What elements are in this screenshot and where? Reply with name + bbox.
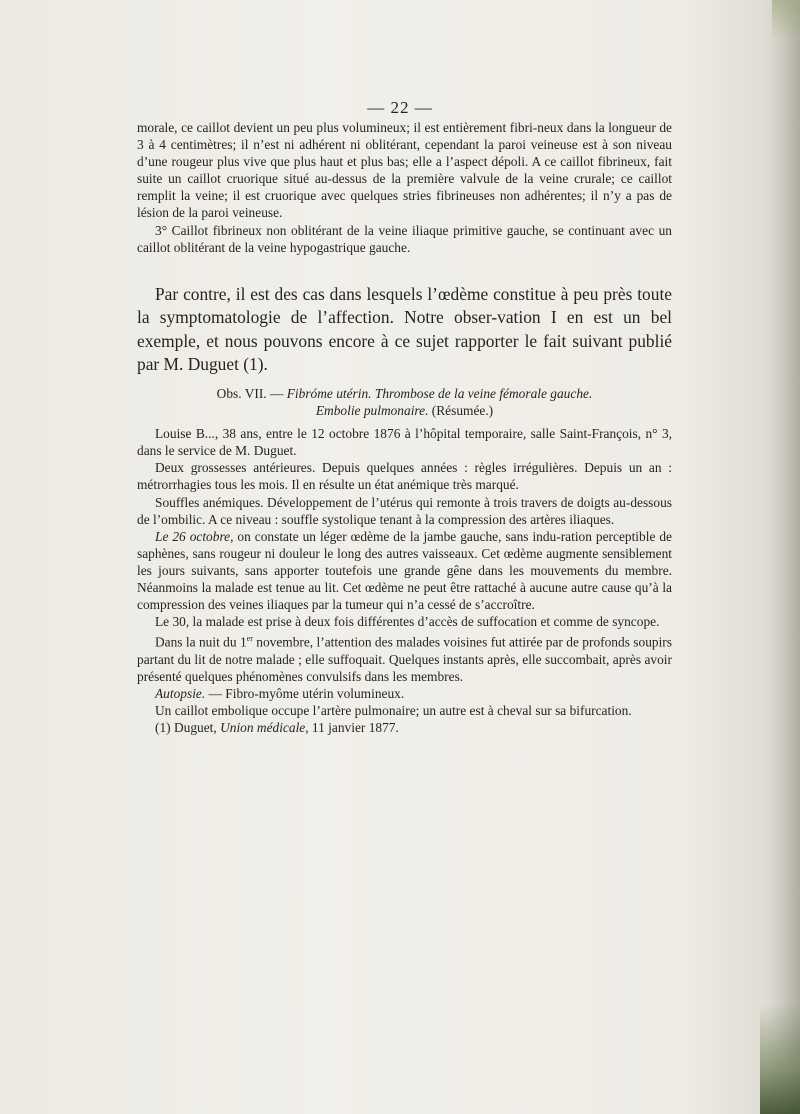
page-number: — 22 —	[367, 98, 433, 117]
october-26-text: , on constate un léger œdème de la jambe gauche, sans indu-ration perceptible de saphènes, sans rougeur ni douleur le long des autres vaisseaux. Cet œdème augmente sensiblement les jours suivants, sans apporter toutefois une grande gêne dans les mouvements du membre. Néanmoins la malade est tenue au lit. Cet œdème ne peut être rattaché à aucune autre cause qu’à la compression des veines iliaques par la tumeur qui n’a cessé de s’accroître.	[137, 528, 672, 613]
observation-summary-note: (Résumée.)	[428, 403, 494, 419]
footnote-date: , 11 janvier 1877.	[305, 720, 399, 736]
footnote-source: Union médicale	[220, 720, 306, 736]
opening-paragraph: morale, ce caillot devient un peu plus volumineux; il est entièrement fibri-neux dans la longueur de 3 à 4 centimètres; il n’est ni adhérent ni oblitérant, cependant la paroi veineuse est à son niveau d’une rougeur plus vive que plus haut et plus bas; elle a l’aspect dépoli. A ce caillot fibrineux, fait suite un caillot cruorique situé au-dessus de la première valvule de la veine crurale; ce caillot remplit la veine; il est cruorique avec quelques stries fibrineuses non adhérentes; il n’y a pas de lésion de la paroi veineuse.	[137, 120, 672, 221]
page-edge-shadow	[766, 0, 800, 1114]
october-26-date: Le 26 octobre	[155, 528, 231, 544]
autopsy-text: — Fibro-myôme utérin volumineux.	[205, 686, 405, 702]
case-paragraph: Deux grossesses antérieures. Depuis quelques années : règles irrégulières. Depuis un an : métrorrhagies tous les mois. Il en résulte un état anémique très marqué.	[137, 460, 672, 493]
october-30-paragraph: Le 30, la malade est prise à deux fois différentes d’accès de suffocation et comme de syncope.	[155, 614, 660, 630]
november-1-paragraph	[137, 630, 672, 685]
november-1-text-start: Dans la nuit du 1	[155, 634, 247, 650]
november-1-ordinal: er	[246, 634, 253, 644]
final-paragraph: Un caillot embolique occupe l’artère pulmonaire; un autre est à cheval sur sa bifurcation.	[155, 703, 632, 719]
observation-subtitle-italic: Embolie pulmonaire.	[315, 403, 429, 419]
observation-block	[137, 385, 672, 736]
autopsy-label: Autopsie.	[155, 686, 206, 702]
case-paragraph: Souffles anémiques. Développement de l’utérus qui remonte à trois travers de doigts au-dessous de l’ombilic. A ce niveau : souffle systolique tenant à la compression des artères iliaques.	[137, 494, 672, 527]
main-block	[137, 283, 672, 376]
page-stain-top	[772, 0, 800, 40]
item-3-paragraph: 3° Caillot fibrineux non oblitérant de la veine iliaque primitive gauche, se continuant avec un caillot oblitérant de la veine hypogastrique gauche.	[137, 222, 672, 255]
opening-block	[137, 119, 672, 256]
page-stain-corner	[760, 1004, 800, 1114]
footnote-text: (1) Duguet,	[155, 720, 221, 736]
case-paragraph: Louise B..., 38 ans, entre le 12 octobre 1876 à l’hôpital temporaire, salle Saint-François, n° 3, dans le service de M. Duguet.	[137, 426, 672, 459]
observation-subtitle	[137, 402, 672, 419]
observation-prefix: Obs. VII. —	[216, 386, 287, 401]
observation-title-italic: Fibróme utérin. Thrombose de la veine fémorale gauche.	[286, 386, 593, 401]
observation-title	[137, 385, 672, 402]
october-26-paragraph	[137, 528, 672, 613]
autopsy-paragraph	[137, 685, 672, 702]
main-paragraph: Par contre, il est des cas dans lesquels l’œdème constitue à peu près toute la symptomatologie de l’affection. Notre obser-vation I en est un bel exemple, et nous pouvons encore à ce sujet rapporter le fait suivant publié par M. Duguet (1).	[137, 284, 672, 374]
footnote	[137, 719, 672, 736]
november-1-text: novembre, l’attention des malades voisines fut attirée par de profonds soupirs partant du lit de notre malade ; elle suffoquait. Quelques instants après, elle succombait, après avoir présenté quelques phénomènes convulsifs dans les membres.	[137, 634, 672, 684]
